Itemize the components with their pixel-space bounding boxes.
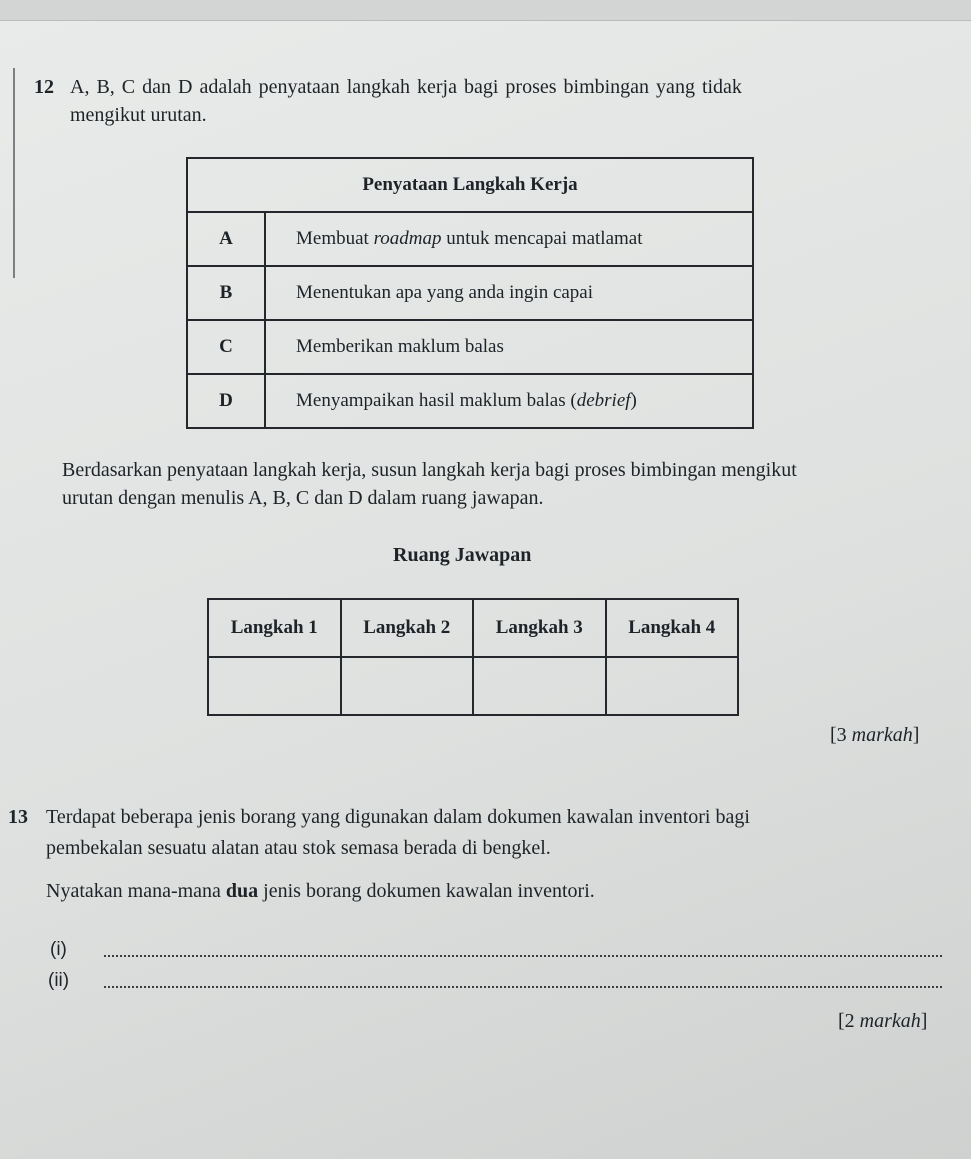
step-letter: D [187, 374, 265, 428]
question-13-number: 13 [8, 806, 28, 828]
question-13-instruction: Nyatakan mana-mana dua jenis borang dokumen kawalan inventori. [46, 880, 595, 902]
step-statement: Menyampaikan hasil maklum balas (debrief) [265, 374, 753, 428]
question-12-text-line1: A, B, C dan D adalah penyataan langkah kerja bagi proses bimbingan yang tidak [70, 76, 742, 98]
question-13-text-line2: pembekalan sesuatu alatan atau stok semasa berada di bengkel. [46, 837, 551, 859]
table-row [187, 266, 753, 320]
question-13-marks: [2 markah] [838, 1010, 928, 1032]
step-statement: Membuat roadmap untuk mencapai matlamat [265, 212, 753, 266]
question-13-text-line1: Terdapat beberapa jenis borang yang digunakan dalam dokumen kawalan inventori bagi [46, 806, 750, 828]
answer-header-step-3: Langkah 3 [473, 599, 606, 657]
step-letter: C [187, 320, 265, 374]
answer-cell-step-2[interactable] [341, 657, 474, 715]
answer-header-step-2: Langkah 2 [341, 599, 474, 657]
question-12-instruction-line2: urutan dengan menulis A, B, C dan D dalam ruang jawapan. [62, 487, 544, 509]
table-row [187, 320, 753, 374]
answer-cell-step-4[interactable] [606, 657, 739, 715]
question-12-text-line2: mengikut urutan. [70, 104, 207, 126]
step-letter: B [187, 266, 265, 320]
step-statement: Memberikan maklum balas [265, 320, 753, 374]
answer-table [207, 598, 739, 716]
answer-space-title: Ruang Jawapan [393, 544, 532, 566]
answer-cell-step-3[interactable] [473, 657, 606, 715]
work-steps-table-header: Penyataan Langkah Kerja [187, 158, 753, 212]
work-steps-table [186, 157, 754, 429]
answer-cell-step-1[interactable] [208, 657, 341, 715]
question-12-instruction-line1: Berdasarkan penyataan langkah kerja, susun langkah kerja bagi proses bimbingan mengikut [62, 459, 797, 481]
table-row [187, 374, 753, 428]
question-12-number: 12 [34, 76, 54, 98]
answer-line-ii[interactable] [104, 986, 942, 988]
answer-header-step-1: Langkah 1 [208, 599, 341, 657]
answer-header-step-4: Langkah 4 [606, 599, 739, 657]
table-row [187, 212, 753, 266]
answer-line-i[interactable] [104, 955, 942, 957]
question-12-marks: [3 markah] [830, 724, 920, 746]
step-letter: A [187, 212, 265, 266]
answer-item-label-i: (i) [50, 939, 67, 960]
answer-item-label-ii: (ii) [48, 970, 70, 991]
step-statement: Menentukan apa yang anda ingin capai [265, 266, 753, 320]
margin-line [13, 68, 15, 278]
